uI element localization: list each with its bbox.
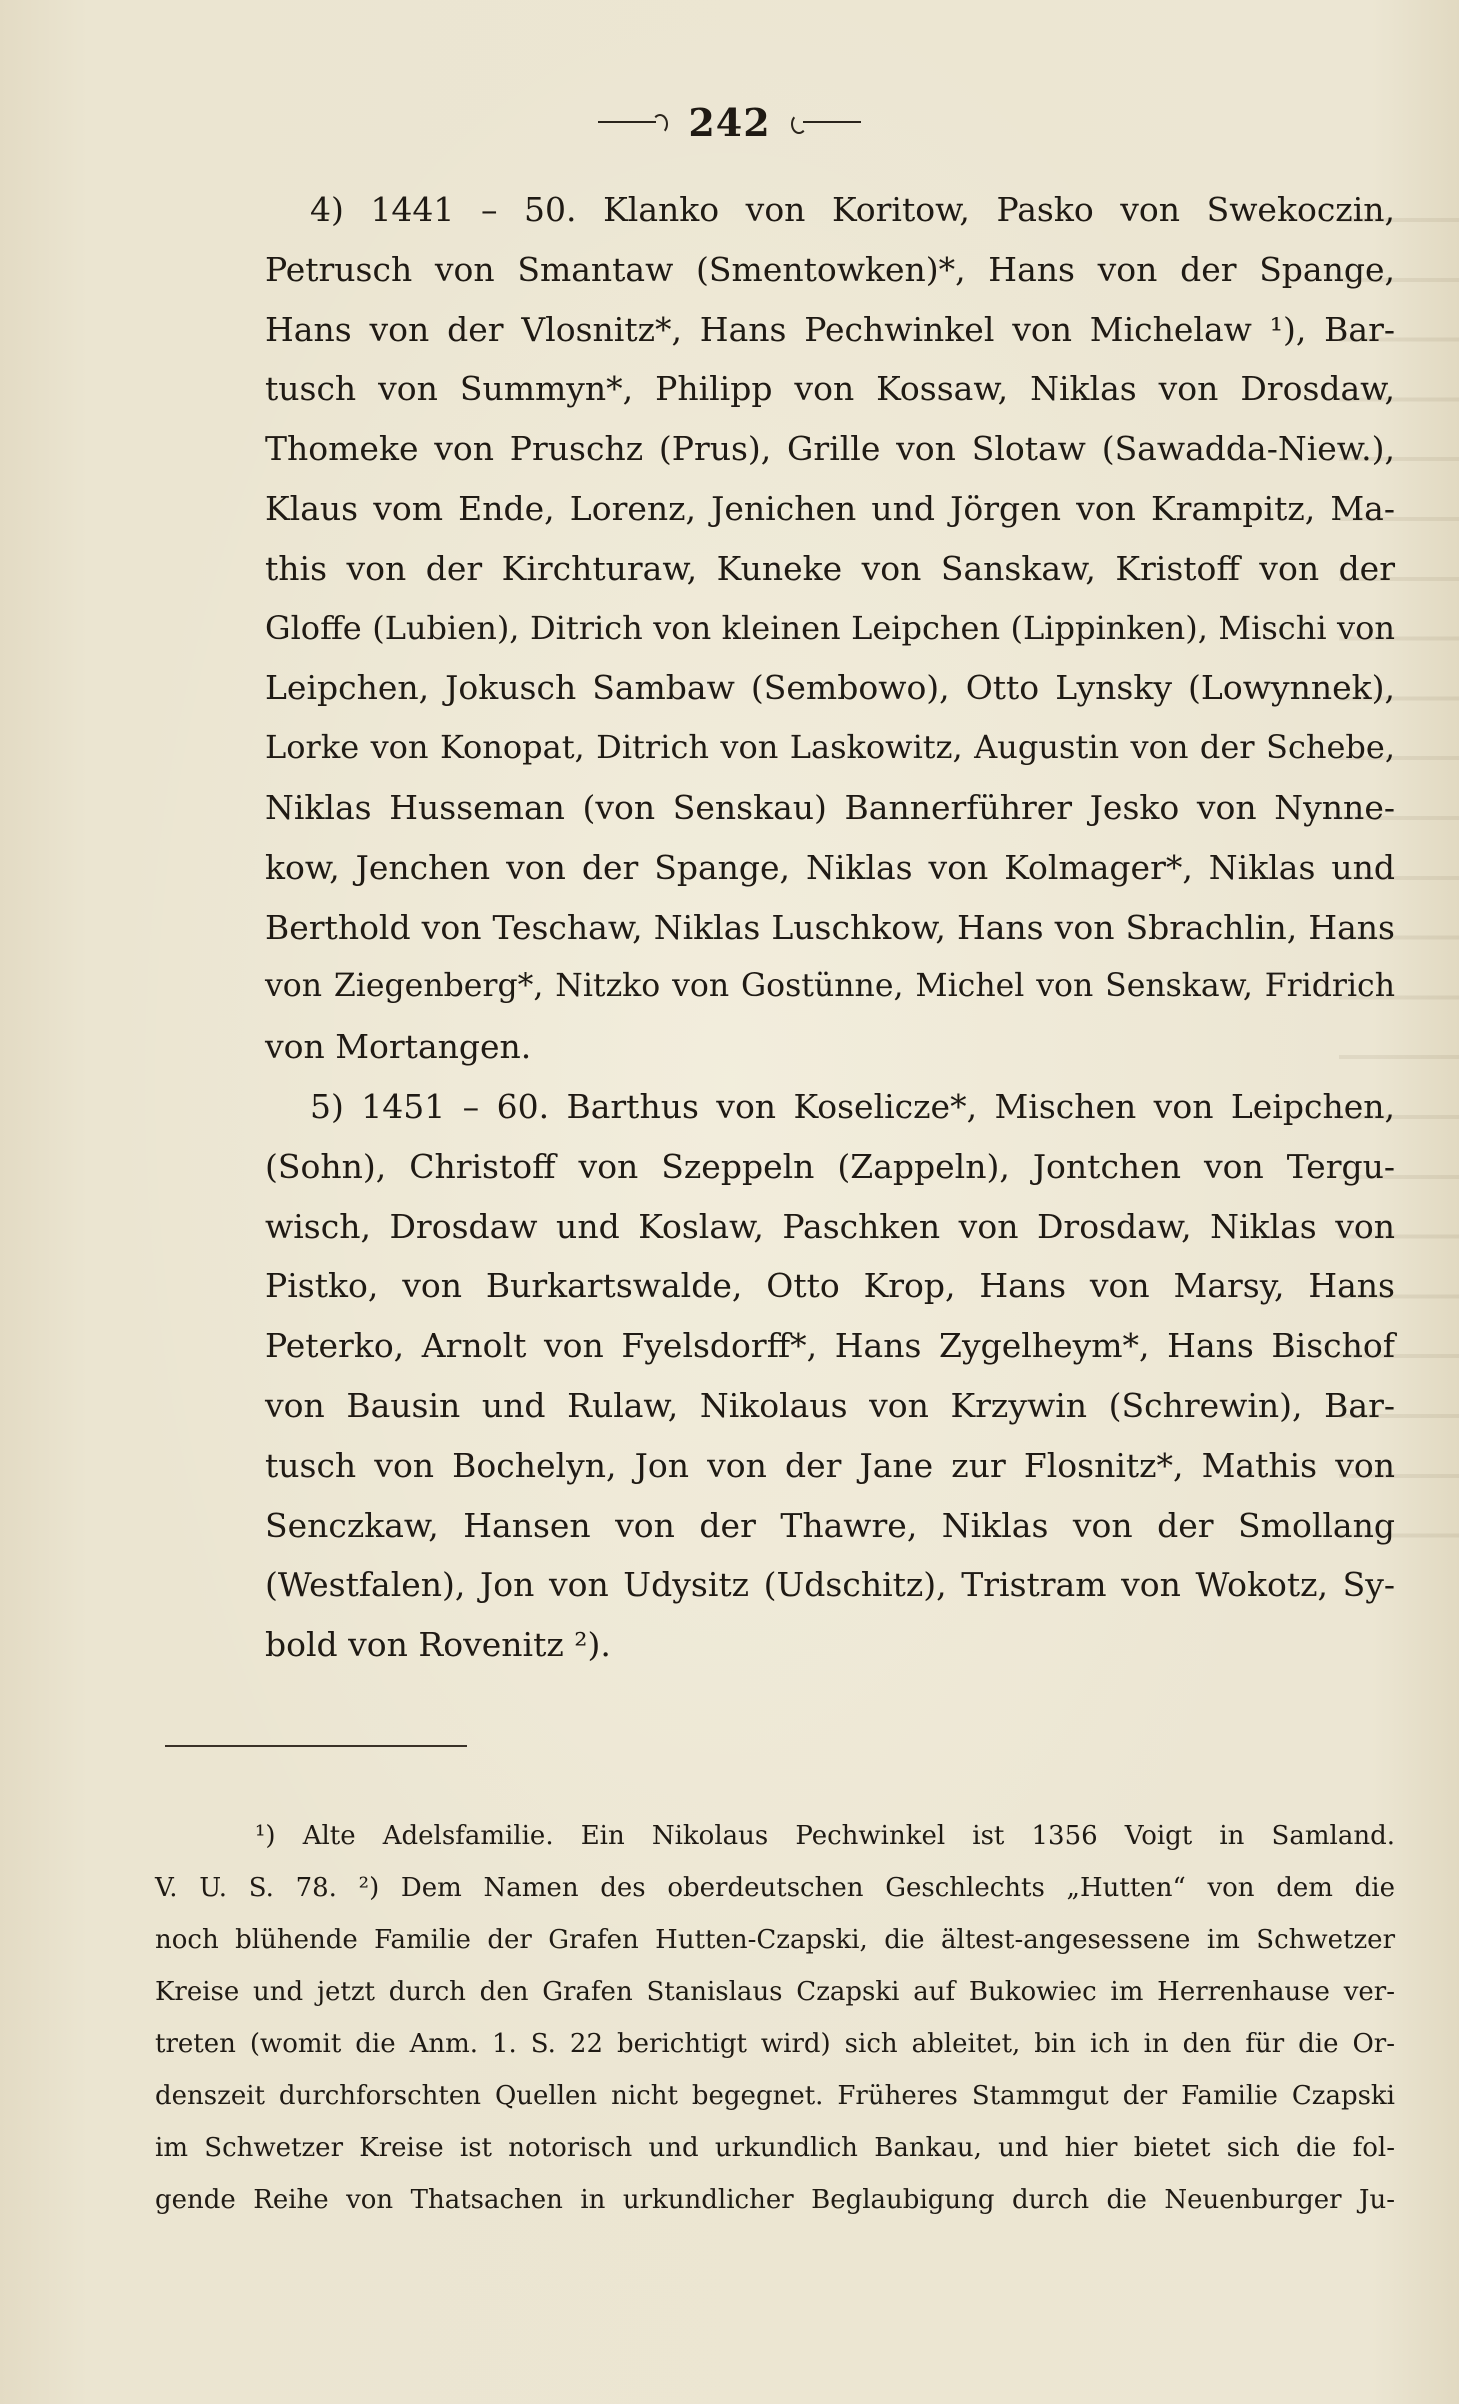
text-line: von Mortangen. [265, 1027, 532, 1067]
entry-5 [155, 1077, 1395, 1675]
text-line: von Bausin und Rulaw, Nikolaus von Krzywin (Schrewin), Bar- [265, 1385, 1395, 1425]
text-line: wisch, Drosdaw und Koslaw, Paschken von Drosdaw, Niklas von [265, 1206, 1395, 1246]
footnote-line: ¹) Alte Adelsfamilie. Ein Nikolaus Pechwinkel ist 1356 Voigt in Samland. [255, 1821, 1395, 1851]
footnote-line: noch blühende Familie der Grafen Hutten-Czapski, die ältest-angesessene im Schwetzer [155, 1925, 1395, 1955]
right-ornament-icon [803, 121, 861, 123]
page-header [0, 92, 1459, 152]
left-ornament-icon [598, 121, 656, 123]
text-line: Thomeke von Pruschz (Prus), Grille von Slotaw (Sawadda-Niew.), [265, 429, 1395, 469]
text-line: (Sohn), Christoff von Szeppeln (Zappeln), Jontchen von Tergu- [265, 1146, 1395, 1186]
text-line: Pistko, von Burkartswalde, Otto Krop, Hans von Marsy, Hans [265, 1266, 1395, 1306]
footnote-line: treten (womit die Anm. 1. S. 22 berichtigt wird) sich ableitet, bin ich in den für die Or- [155, 2029, 1395, 2059]
text-line: 4) 1441 – 50. Klanko von Koritow, Pasko von Swekoczin, [310, 190, 1395, 229]
footnote-line: denszeit durchforschten Quellen nicht begegnet. Früheres Stammgut der Familie Czapski [155, 2081, 1395, 2111]
text-line: tusch von Summyn*, Philipp von Kossaw, Niklas von Drosdaw, [265, 369, 1395, 409]
page-number: 242 [688, 99, 771, 145]
text-line: 5) 1451 – 60. Barthus von Koselicze*, Mischen von Leipchen, [310, 1086, 1395, 1126]
text-line: bold von Rovenitz ²). [265, 1625, 611, 1665]
text-line: (Westfalen), Jon von Udysitz (Udschitz), Tristram von Wokotz, Sy- [265, 1565, 1395, 1605]
text-line: Berthold von Teschaw, Niklas Luschkow, Hans von Sbrachlin, Hans [265, 907, 1395, 947]
text-line: Hans von der Vlosnitz*, Hans Pechwinkel von Michelaw ¹), Bar- [265, 309, 1395, 349]
footnote-line: V. U. S. 78. ²) Dem Namen des oberdeutschen Geschlechts „Hutten“ von dem die [155, 1873, 1395, 1903]
footnote-divider [165, 1745, 467, 1747]
text-line: this von der Kirchturaw, Kuneke von Sanskaw, Kristoff von der [265, 548, 1395, 588]
entry-4 [155, 180, 1395, 1077]
footnote-line: im Schwetzer Kreise ist notorisch und urkundlich Bankau, und hier bietet sich die fol- [155, 2133, 1395, 2163]
text-line: kow, Jenchen von der Spange, Niklas von Kolmager*, Niklas und [265, 847, 1395, 887]
text-line: Petrusch von Smantaw (Smentowken)*, Hans von der Spange, [265, 249, 1395, 289]
footnote-line: Kreise und jetzt durch den Grafen Stanislaus Czapski auf Bukowiec im Herrenhause ver- [155, 1977, 1395, 2007]
main-text [155, 180, 1395, 1675]
text-line: Senczkaw, Hansen von der Thawre, Niklas von der Smollang [265, 1505, 1395, 1545]
text-line: Gloffe (Lubien), Ditrich von kleinen Leipchen (Lippinken), Mischi von [265, 608, 1395, 647]
text-line: von Ziegenberg*, Nitzko von Gostünne, Michel von Senskaw, Fridrich [265, 968, 1395, 1005]
text-line: Leipchen, Jokusch Sambaw (Sembowo), Otto Lynsky (Lowynnek), [265, 668, 1395, 708]
text-line: Lorke von Konopat, Ditrich von Laskowitz, Augustin von der Schebe, [265, 728, 1395, 767]
footnotes [155, 1810, 1395, 2226]
text-line: Klaus vom Ende, Lorenz, Jenichen und Jörgen von Krampitz, Ma- [265, 488, 1395, 528]
footnote-line: gende Reihe von Thatsachen in urkundlicher Beglaubigung durch die Neuenburger Ju- [155, 2185, 1395, 2215]
text-line: Niklas Husseman (von Senskau) Bannerführer Jesko von Nynne- [265, 787, 1395, 827]
text-line: Peterko, Arnolt von Fyelsdorff*, Hans Zygelheym*, Hans Bischof [265, 1326, 1395, 1366]
text-line: tusch von Bochelyn, Jon von der Jane zur Flosnitz*, Mathis von [265, 1445, 1395, 1485]
